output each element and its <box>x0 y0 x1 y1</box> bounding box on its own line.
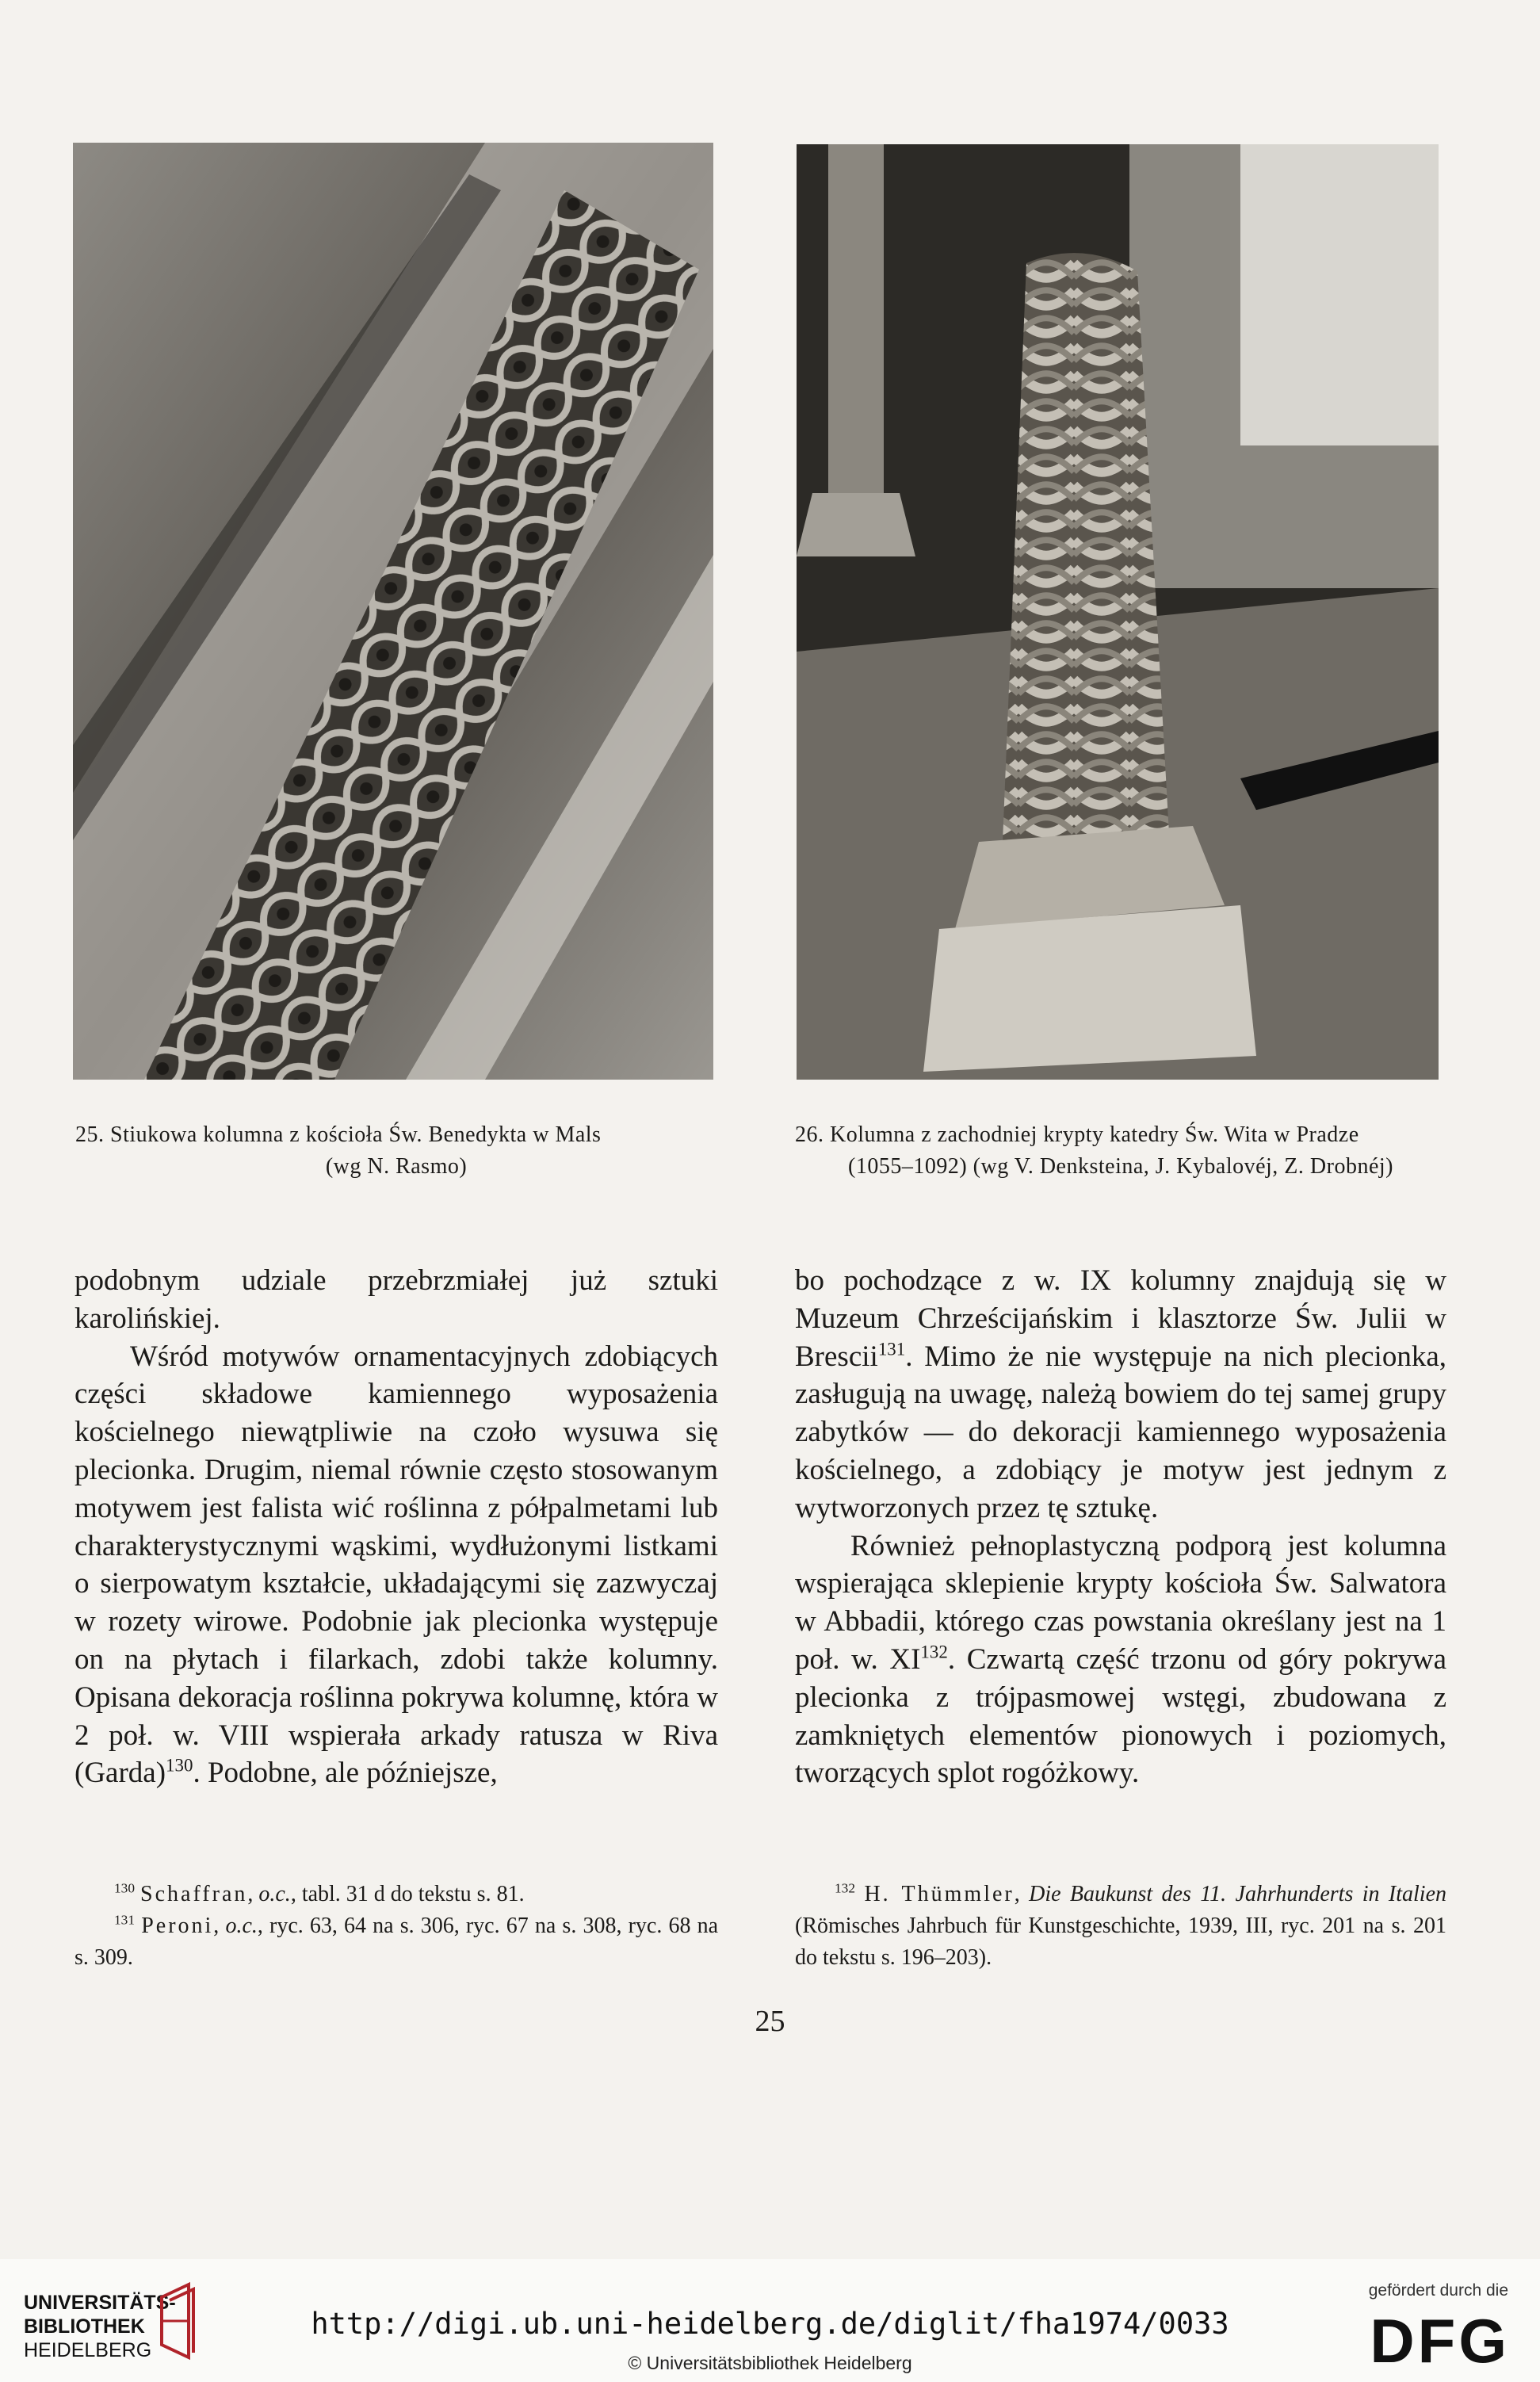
footnote-130-oc: o.c. <box>258 1882 291 1906</box>
footnotes-left <box>75 1879 718 1974</box>
sponsor-label: gefördert durch die <box>1368 2281 1508 2300</box>
left-paragraph-2-tail: . Podobne, ale późniejsze, <box>193 1757 498 1790</box>
library-name-line1: UNIVERSITÄTS- <box>24 2292 176 2314</box>
library-name-line2: BIBLIOTHEK <box>24 2315 145 2338</box>
footnote-132-author: H. Thümmler <box>864 1882 1015 1906</box>
dfg-logo: DFG <box>1370 2306 1510 2376</box>
footnote-132-sep: , <box>1014 1882 1030 1906</box>
page-number: 25 <box>755 2005 785 2038</box>
footnote-131-number: 131 <box>114 1912 136 1928</box>
footnote-130-sep: , <box>247 1882 259 1906</box>
left-text-column <box>75 1262 718 1792</box>
footnote-ref-130: 130 <box>166 1756 193 1776</box>
right-paragraph-2-tail: . Czwartą część trzonu od góry pokrywa plecionka z trójpasmowej wstęgi, zbudowana z zamkniętych elementów pionowych i poziomych, tworzących splot rogóżkowy. <box>795 1642 1446 1790</box>
footnote-131-author: Peroni <box>141 1914 214 1938</box>
footnote-130-rest: , tabl. 31 d do tekstu s. 81. <box>290 1882 525 1906</box>
right-paragraph-1-tail: . Mimo że nie występuje na nich plecionka, zasługują na uwagę, należą bowiem do tej samej grupy zabytków — do dekoracji kamiennego wyposażenia kościelnego, a zdobiący je motyw jest jednym z wytworzonych przez tę sztukę. <box>795 1340 1446 1524</box>
footnote-132-rest: (Römisches Jahrbuch für Kunstgeschichte, 1939, III, ryc. 201 na s. 201 do tekstu s. 196–203). <box>795 1914 1446 1970</box>
footnote-131 <box>75 1910 718 1974</box>
footnote-132 <box>795 1879 1446 1974</box>
footnote-ref-132: 132 <box>920 1642 948 1662</box>
copyright-notice: © Universitätsbibliothek Heidelberg <box>628 2353 912 2373</box>
digitization-footer <box>0 2259 1540 2382</box>
footnotes-right <box>795 1879 1446 1974</box>
right-paragraph-1-text: bo pochodzące z w. IX kolumny znajdują się w Muzeum Chrześcijańskim i klasztorze Św. Julii w Brescii <box>795 1264 1446 1373</box>
permalink-url[interactable]: http://digi.ub.uni-heidelberg.de/diglit/fha1974/0033 <box>311 2307 1229 2341</box>
left-paragraph-1: podobnym udziale przebrzmiałej już sztuki karolińskiej. <box>75 1264 718 1335</box>
library-name-line3: HEIDELBERG <box>24 2339 152 2361</box>
right-paragraph-2 <box>795 1527 1446 1793</box>
figure-26-photo <box>797 144 1439 1080</box>
footnote-131-oc: o.c. <box>225 1914 258 1938</box>
right-paragraph-1 <box>795 1262 1446 1527</box>
left-paragraph-2 <box>75 1338 718 1793</box>
footnote-132-number: 132 <box>835 1880 856 1896</box>
footnote-130-number: 130 <box>114 1880 136 1896</box>
right-text-column <box>795 1262 1446 1792</box>
figure-25-caption-line2: (wg N. Rasmo) <box>325 1154 468 1179</box>
footnote-132-title: Die Baukunst des 11. Jahrhunderts in Italien <box>1029 1882 1446 1906</box>
figure-26-caption-line1: 26. Kolumna z zachodniej krypty katedry Św. Wita w Pradze <box>795 1122 1359 1147</box>
footnote-130 <box>75 1879 718 1910</box>
figure-25-caption-line1: 25. Stiukowa kolumna z kościoła Św. Benedykta w Mals <box>75 1122 602 1147</box>
figure-25-caption <box>75 1119 717 1183</box>
left-paragraph-2-text: Wśród motywów ornamentacyjnych zdobiących części składowe kamiennego wyposażenia kościelnego niewątpliwie na czoło wysuwa się plecionka. Drugim, niemal równie często stosowanym motywem jest falista wić roślinna z półpalmetami lub charakterystycznymi wąskimi, wydłużonymi listkami o sierpowatym kształcie, układającymi się zazwyczaj w rozety wirowe. Podobnie jak plecionka występuje on na płytach i filarkach, zdobi także kolumny. Opisana dekoracja roślinna pokrywa kolumnę, która w 2 poł. w. VIII wspierała arkady ratusza w Riva (Garda) <box>75 1340 718 1790</box>
footnote-ref-131: 131 <box>877 1339 906 1359</box>
footnote-130-author: Schaffran <box>140 1882 248 1906</box>
footnote-131-sep: , <box>213 1914 226 1938</box>
figure-26-caption-line2: (1055–1092) (wg V. Denksteina, J. Kybalovéj, Z. Drobnéj) <box>848 1154 1393 1179</box>
right-paragraph-2-text: Również pełnoplastyczną podporą jest kolumna wspierająca sklepienie krypty kościoła Św. Salwatora w Abbadii, którego czas powstania określany jest na 1 poł. w. XI <box>795 1529 1446 1676</box>
footnote-131-rest: , ryc. 63, 64 na s. 306, ryc. 67 na s. 308, ryc. 68 na s. 309. <box>75 1914 719 1970</box>
figure-25-photo <box>73 143 713 1080</box>
figure-26-caption <box>795 1119 1446 1183</box>
